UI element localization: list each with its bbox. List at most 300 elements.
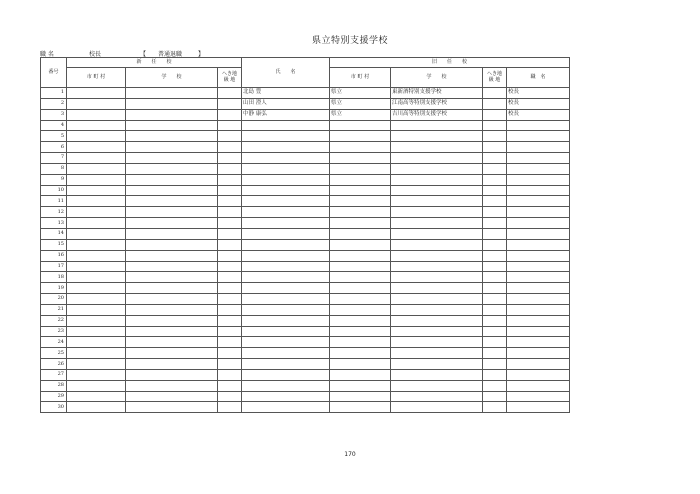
cell-new-school <box>126 207 218 218</box>
cell-old-school <box>391 250 483 261</box>
cell-position <box>507 185 570 196</box>
cell-new-school <box>126 337 218 348</box>
cell-old-school <box>391 228 483 239</box>
cell-new-city <box>67 109 126 120</box>
cell-new-school <box>126 304 218 315</box>
cell-position: 校長 <box>507 98 570 109</box>
cell-old-city <box>330 294 391 305</box>
cell-name <box>242 120 330 131</box>
cell-name <box>242 131 330 142</box>
cell-name <box>242 402 330 413</box>
cell-new-city <box>67 272 126 283</box>
cell-new-city <box>67 88 126 99</box>
table-row <box>41 402 570 413</box>
cell-old-school: 吉川高等特別支援学校 <box>391 109 483 120</box>
cell-old-school <box>391 380 483 391</box>
cell-no: 14 <box>41 228 67 239</box>
cell-position <box>507 391 570 402</box>
cell-old-remote <box>483 174 507 185</box>
cell-position <box>507 283 570 294</box>
cell-new-remote <box>218 109 242 120</box>
cell-new-remote <box>218 348 242 359</box>
table-row <box>41 348 570 359</box>
cell-old-city <box>330 239 391 250</box>
cell-new-school <box>126 272 218 283</box>
cell-old-city <box>330 185 391 196</box>
cell-name: 山田 澄人 <box>242 98 330 109</box>
cell-no: 1 <box>41 88 67 99</box>
cell-old-city <box>330 153 391 164</box>
cell-position <box>507 218 570 229</box>
table-row <box>41 315 570 326</box>
cell-old-city <box>330 272 391 283</box>
cell-old-remote <box>483 163 507 174</box>
cell-old-city <box>330 326 391 337</box>
cell-no: 11 <box>41 196 67 207</box>
header-number: 番号 <box>41 58 67 88</box>
cell-old-school: 江南高等特別支援学校 <box>391 98 483 109</box>
cell-old-remote <box>483 380 507 391</box>
cell-old-city <box>330 402 391 413</box>
table-row <box>41 304 570 315</box>
cell-old-school: 東新酒特別支援学校 <box>391 88 483 99</box>
table-row <box>41 228 570 239</box>
cell-old-school <box>391 359 483 370</box>
cell-name <box>242 304 330 315</box>
cell-position <box>507 207 570 218</box>
cell-name <box>242 283 330 294</box>
cell-old-city <box>330 359 391 370</box>
bracket-close: 】 <box>198 51 205 58</box>
cell-old-remote <box>483 131 507 142</box>
cell-new-school <box>126 283 218 294</box>
cell-new-city <box>67 294 126 305</box>
cell-new-school <box>126 174 218 185</box>
cell-new-school <box>126 98 218 109</box>
cell-position <box>507 153 570 164</box>
table-row <box>41 294 570 305</box>
cell-no: 29 <box>41 391 67 402</box>
header-position: 職 名 <box>507 68 570 88</box>
cell-no: 20 <box>41 294 67 305</box>
cell-no: 16 <box>41 250 67 261</box>
cell-new-remote <box>218 391 242 402</box>
cell-new-remote <box>218 207 242 218</box>
table-row <box>41 218 570 229</box>
cell-old-remote <box>483 196 507 207</box>
cell-new-school <box>126 250 218 261</box>
cell-name <box>242 250 330 261</box>
cell-no: 9 <box>41 174 67 185</box>
cell-name <box>242 272 330 283</box>
cell-old-remote <box>483 359 507 370</box>
cell-name <box>242 380 330 391</box>
table-row <box>41 196 570 207</box>
cell-old-school <box>391 369 483 380</box>
cell-old-school <box>391 272 483 283</box>
cell-name <box>242 163 330 174</box>
cell-new-city <box>67 131 126 142</box>
header-name: 氏 名 <box>242 58 330 88</box>
cell-new-city <box>67 402 126 413</box>
cell-old-remote <box>483 304 507 315</box>
cell-new-remote <box>218 131 242 142</box>
cell-position <box>507 142 570 153</box>
cell-new-school <box>126 294 218 305</box>
cell-name <box>242 348 330 359</box>
cell-old-remote <box>483 337 507 348</box>
cell-new-city <box>67 315 126 326</box>
cell-position: 校長 <box>507 88 570 99</box>
cell-new-remote <box>218 228 242 239</box>
cell-no: 13 <box>41 218 67 229</box>
cell-old-school <box>391 239 483 250</box>
cell-old-school <box>391 337 483 348</box>
cell-new-city <box>67 304 126 315</box>
cell-old-remote <box>483 326 507 337</box>
cell-old-city <box>330 369 391 380</box>
cell-new-city <box>67 283 126 294</box>
cell-new-remote <box>218 250 242 261</box>
cell-new-remote <box>218 196 242 207</box>
cell-name <box>242 185 330 196</box>
cell-old-remote <box>483 239 507 250</box>
table-row <box>41 98 570 109</box>
cell-old-city: 県立 <box>330 109 391 120</box>
header-old-city: 市 町 村 <box>330 68 391 88</box>
cell-old-school <box>391 120 483 131</box>
cell-new-school <box>126 359 218 370</box>
cell-new-city <box>67 153 126 164</box>
cell-new-remote <box>218 369 242 380</box>
bracket-open: 【 <box>140 51 147 58</box>
cell-new-city <box>67 207 126 218</box>
cell-position <box>507 304 570 315</box>
cell-no: 6 <box>41 142 67 153</box>
cell-old-school <box>391 402 483 413</box>
cell-old-city <box>330 315 391 326</box>
cell-no: 7 <box>41 153 67 164</box>
cell-old-remote <box>483 88 507 99</box>
cell-name: 中静 康弘 <box>242 109 330 120</box>
cell-new-remote <box>218 294 242 305</box>
cell-new-city <box>67 98 126 109</box>
cell-new-remote <box>218 337 242 348</box>
cell-position <box>507 174 570 185</box>
cell-position <box>507 131 570 142</box>
cell-no: 12 <box>41 207 67 218</box>
personnel-table <box>40 57 569 423</box>
cell-old-remote <box>483 250 507 261</box>
cell-position <box>507 261 570 272</box>
cell-new-city <box>67 391 126 402</box>
cell-old-city <box>330 131 391 142</box>
cell-old-city <box>330 283 391 294</box>
cell-new-city <box>67 380 126 391</box>
cell-old-remote <box>483 218 507 229</box>
cell-name <box>242 142 330 153</box>
cell-old-city <box>330 163 391 174</box>
cell-position <box>507 272 570 283</box>
cell-old-remote <box>483 402 507 413</box>
cell-no: 27 <box>41 369 67 380</box>
table-row <box>41 337 570 348</box>
cell-new-remote <box>218 359 242 370</box>
cell-old-school <box>391 207 483 218</box>
table-body <box>41 88 570 413</box>
cell-old-remote <box>483 120 507 131</box>
cell-old-remote <box>483 185 507 196</box>
cell-name <box>242 153 330 164</box>
cell-no: 3 <box>41 109 67 120</box>
cell-old-school <box>391 196 483 207</box>
cell-new-city <box>67 185 126 196</box>
cell-position <box>507 228 570 239</box>
cell-no: 25 <box>41 348 67 359</box>
cell-new-school <box>126 163 218 174</box>
cell-no: 4 <box>41 120 67 131</box>
cell-no: 28 <box>41 380 67 391</box>
cell-new-city <box>67 359 126 370</box>
table-row <box>41 109 570 120</box>
table-row <box>41 88 570 99</box>
table-row <box>41 272 570 283</box>
cell-no: 30 <box>41 402 67 413</box>
cell-new-city <box>67 196 126 207</box>
cell-new-remote <box>218 326 242 337</box>
cell-position <box>507 359 570 370</box>
header-new-city: 市 町 村 <box>67 68 126 88</box>
cell-new-remote <box>218 88 242 99</box>
cell-new-school <box>126 261 218 272</box>
cell-name <box>242 369 330 380</box>
cell-new-city <box>67 261 126 272</box>
cell-no: 19 <box>41 283 67 294</box>
cell-no: 18 <box>41 272 67 283</box>
cell-new-remote <box>218 402 242 413</box>
cell-old-remote <box>483 283 507 294</box>
cell-new-city <box>67 142 126 153</box>
cell-old-school <box>391 142 483 153</box>
cell-name <box>242 337 330 348</box>
cell-old-city <box>330 174 391 185</box>
cell-new-city <box>67 228 126 239</box>
cell-old-remote <box>483 294 507 305</box>
cell-old-school <box>391 391 483 402</box>
cell-old-city: 県立 <box>330 98 391 109</box>
cell-no: 22 <box>41 315 67 326</box>
cell-old-remote <box>483 391 507 402</box>
header-old-school: 旧 任 校 <box>330 58 570 68</box>
cell-name <box>242 261 330 272</box>
cell-new-remote <box>218 315 242 326</box>
cell-old-school <box>391 218 483 229</box>
cell-old-city <box>330 250 391 261</box>
cell-new-school <box>126 239 218 250</box>
cell-no: 2 <box>41 98 67 109</box>
cell-name <box>242 239 330 250</box>
cell-old-city <box>330 120 391 131</box>
table-row <box>41 163 570 174</box>
page-title: 県立特別支援学校 <box>311 36 388 46</box>
cell-no: 8 <box>41 163 67 174</box>
cell-new-school <box>126 88 218 99</box>
table-row <box>41 207 570 218</box>
cell-new-city <box>67 326 126 337</box>
cell-old-remote <box>483 315 507 326</box>
cell-old-remote <box>483 153 507 164</box>
cell-no: 15 <box>41 239 67 250</box>
cell-new-remote <box>218 153 242 164</box>
cell-old-remote <box>483 142 507 153</box>
cell-name <box>242 391 330 402</box>
cell-position <box>507 337 570 348</box>
cell-old-city <box>330 261 391 272</box>
cell-position <box>507 348 570 359</box>
cell-position <box>507 163 570 174</box>
cell-new-remote <box>218 185 242 196</box>
cell-old-city <box>330 218 391 229</box>
cell-old-remote <box>483 272 507 283</box>
cell-new-school <box>126 142 218 153</box>
cell-new-school <box>126 120 218 131</box>
cell-name <box>242 294 330 305</box>
cell-new-city <box>67 239 126 250</box>
header-new-remote: へき地 級 地 <box>218 68 242 88</box>
cell-old-city <box>330 391 391 402</box>
cell-old-school <box>391 326 483 337</box>
cell-new-school <box>126 228 218 239</box>
table-row <box>41 261 570 272</box>
cell-new-school <box>126 185 218 196</box>
cell-new-city <box>67 250 126 261</box>
cell-new-city <box>67 163 126 174</box>
table-row <box>41 380 570 391</box>
cell-old-school <box>391 304 483 315</box>
position-label: 職 名 <box>40 51 54 58</box>
cell-old-remote <box>483 369 507 380</box>
table-row <box>41 120 570 131</box>
cell-old-city <box>330 380 391 391</box>
retirement-category: 普通退職 <box>158 51 183 58</box>
cell-new-remote <box>218 163 242 174</box>
cell-no: 5 <box>41 131 67 142</box>
cell-new-remote <box>218 174 242 185</box>
cell-old-school <box>391 294 483 305</box>
cell-new-school <box>126 402 218 413</box>
cell-new-remote <box>218 98 242 109</box>
table-row <box>41 283 570 294</box>
table-row <box>41 250 570 261</box>
cell-new-school <box>126 326 218 337</box>
table-row <box>41 326 570 337</box>
cell-position <box>507 315 570 326</box>
cell-name <box>242 207 330 218</box>
cell-name <box>242 359 330 370</box>
cell-old-city <box>330 196 391 207</box>
cell-position <box>507 294 570 305</box>
cell-name <box>242 228 330 239</box>
cell-new-school <box>126 348 218 359</box>
cell-no: 24 <box>41 337 67 348</box>
cell-position: 校長 <box>507 109 570 120</box>
cell-old-remote <box>483 207 507 218</box>
cell-old-school <box>391 283 483 294</box>
cell-name <box>242 326 330 337</box>
cell-old-school <box>391 315 483 326</box>
cell-new-city <box>67 337 126 348</box>
table-row <box>41 185 570 196</box>
cell-new-city <box>67 369 126 380</box>
cell-new-school <box>126 131 218 142</box>
cell-old-city: 県立 <box>330 88 391 99</box>
cell-old-school <box>391 153 483 164</box>
table-row <box>41 391 570 402</box>
cell-old-city <box>330 337 391 348</box>
cell-name <box>242 196 330 207</box>
cell-position <box>507 326 570 337</box>
cell-new-city <box>67 348 126 359</box>
cell-old-city <box>330 304 391 315</box>
cell-new-remote <box>218 304 242 315</box>
cell-new-remote <box>218 120 242 131</box>
table-row <box>41 142 570 153</box>
cell-no: 26 <box>41 359 67 370</box>
cell-old-city <box>330 228 391 239</box>
cell-name <box>242 315 330 326</box>
cell-new-school <box>126 218 218 229</box>
cell-old-school <box>391 185 483 196</box>
table-row <box>41 174 570 185</box>
cell-name <box>242 174 330 185</box>
cell-new-city <box>67 218 126 229</box>
cell-old-city <box>330 348 391 359</box>
cell-new-remote <box>218 261 242 272</box>
header-old-school-name: 学 校 <box>391 68 483 88</box>
cell-old-remote <box>483 228 507 239</box>
cell-new-city <box>67 174 126 185</box>
cell-new-school <box>126 391 218 402</box>
cell-old-school <box>391 174 483 185</box>
cell-old-remote <box>483 98 507 109</box>
table-row <box>41 153 570 164</box>
cell-old-school <box>391 163 483 174</box>
cell-position <box>507 196 570 207</box>
cell-old-remote <box>483 109 507 120</box>
cell-new-remote <box>218 380 242 391</box>
cell-position <box>507 120 570 131</box>
cell-new-school <box>126 369 218 380</box>
page-number: 170 <box>344 451 356 458</box>
cell-no: 23 <box>41 326 67 337</box>
cell-new-school <box>126 153 218 164</box>
position-value: 校長 <box>89 51 102 58</box>
table-row <box>41 359 570 370</box>
table-row <box>41 369 570 380</box>
cell-position <box>507 402 570 413</box>
cell-name: 北島 豊 <box>242 88 330 99</box>
cell-new-remote <box>218 142 242 153</box>
cell-new-remote <box>218 239 242 250</box>
cell-old-city <box>330 207 391 218</box>
cell-new-remote <box>218 283 242 294</box>
cell-old-remote <box>483 348 507 359</box>
cell-position <box>507 250 570 261</box>
cell-position <box>507 239 570 250</box>
cell-new-remote <box>218 272 242 283</box>
cell-old-school <box>391 131 483 142</box>
cell-no: 21 <box>41 304 67 315</box>
